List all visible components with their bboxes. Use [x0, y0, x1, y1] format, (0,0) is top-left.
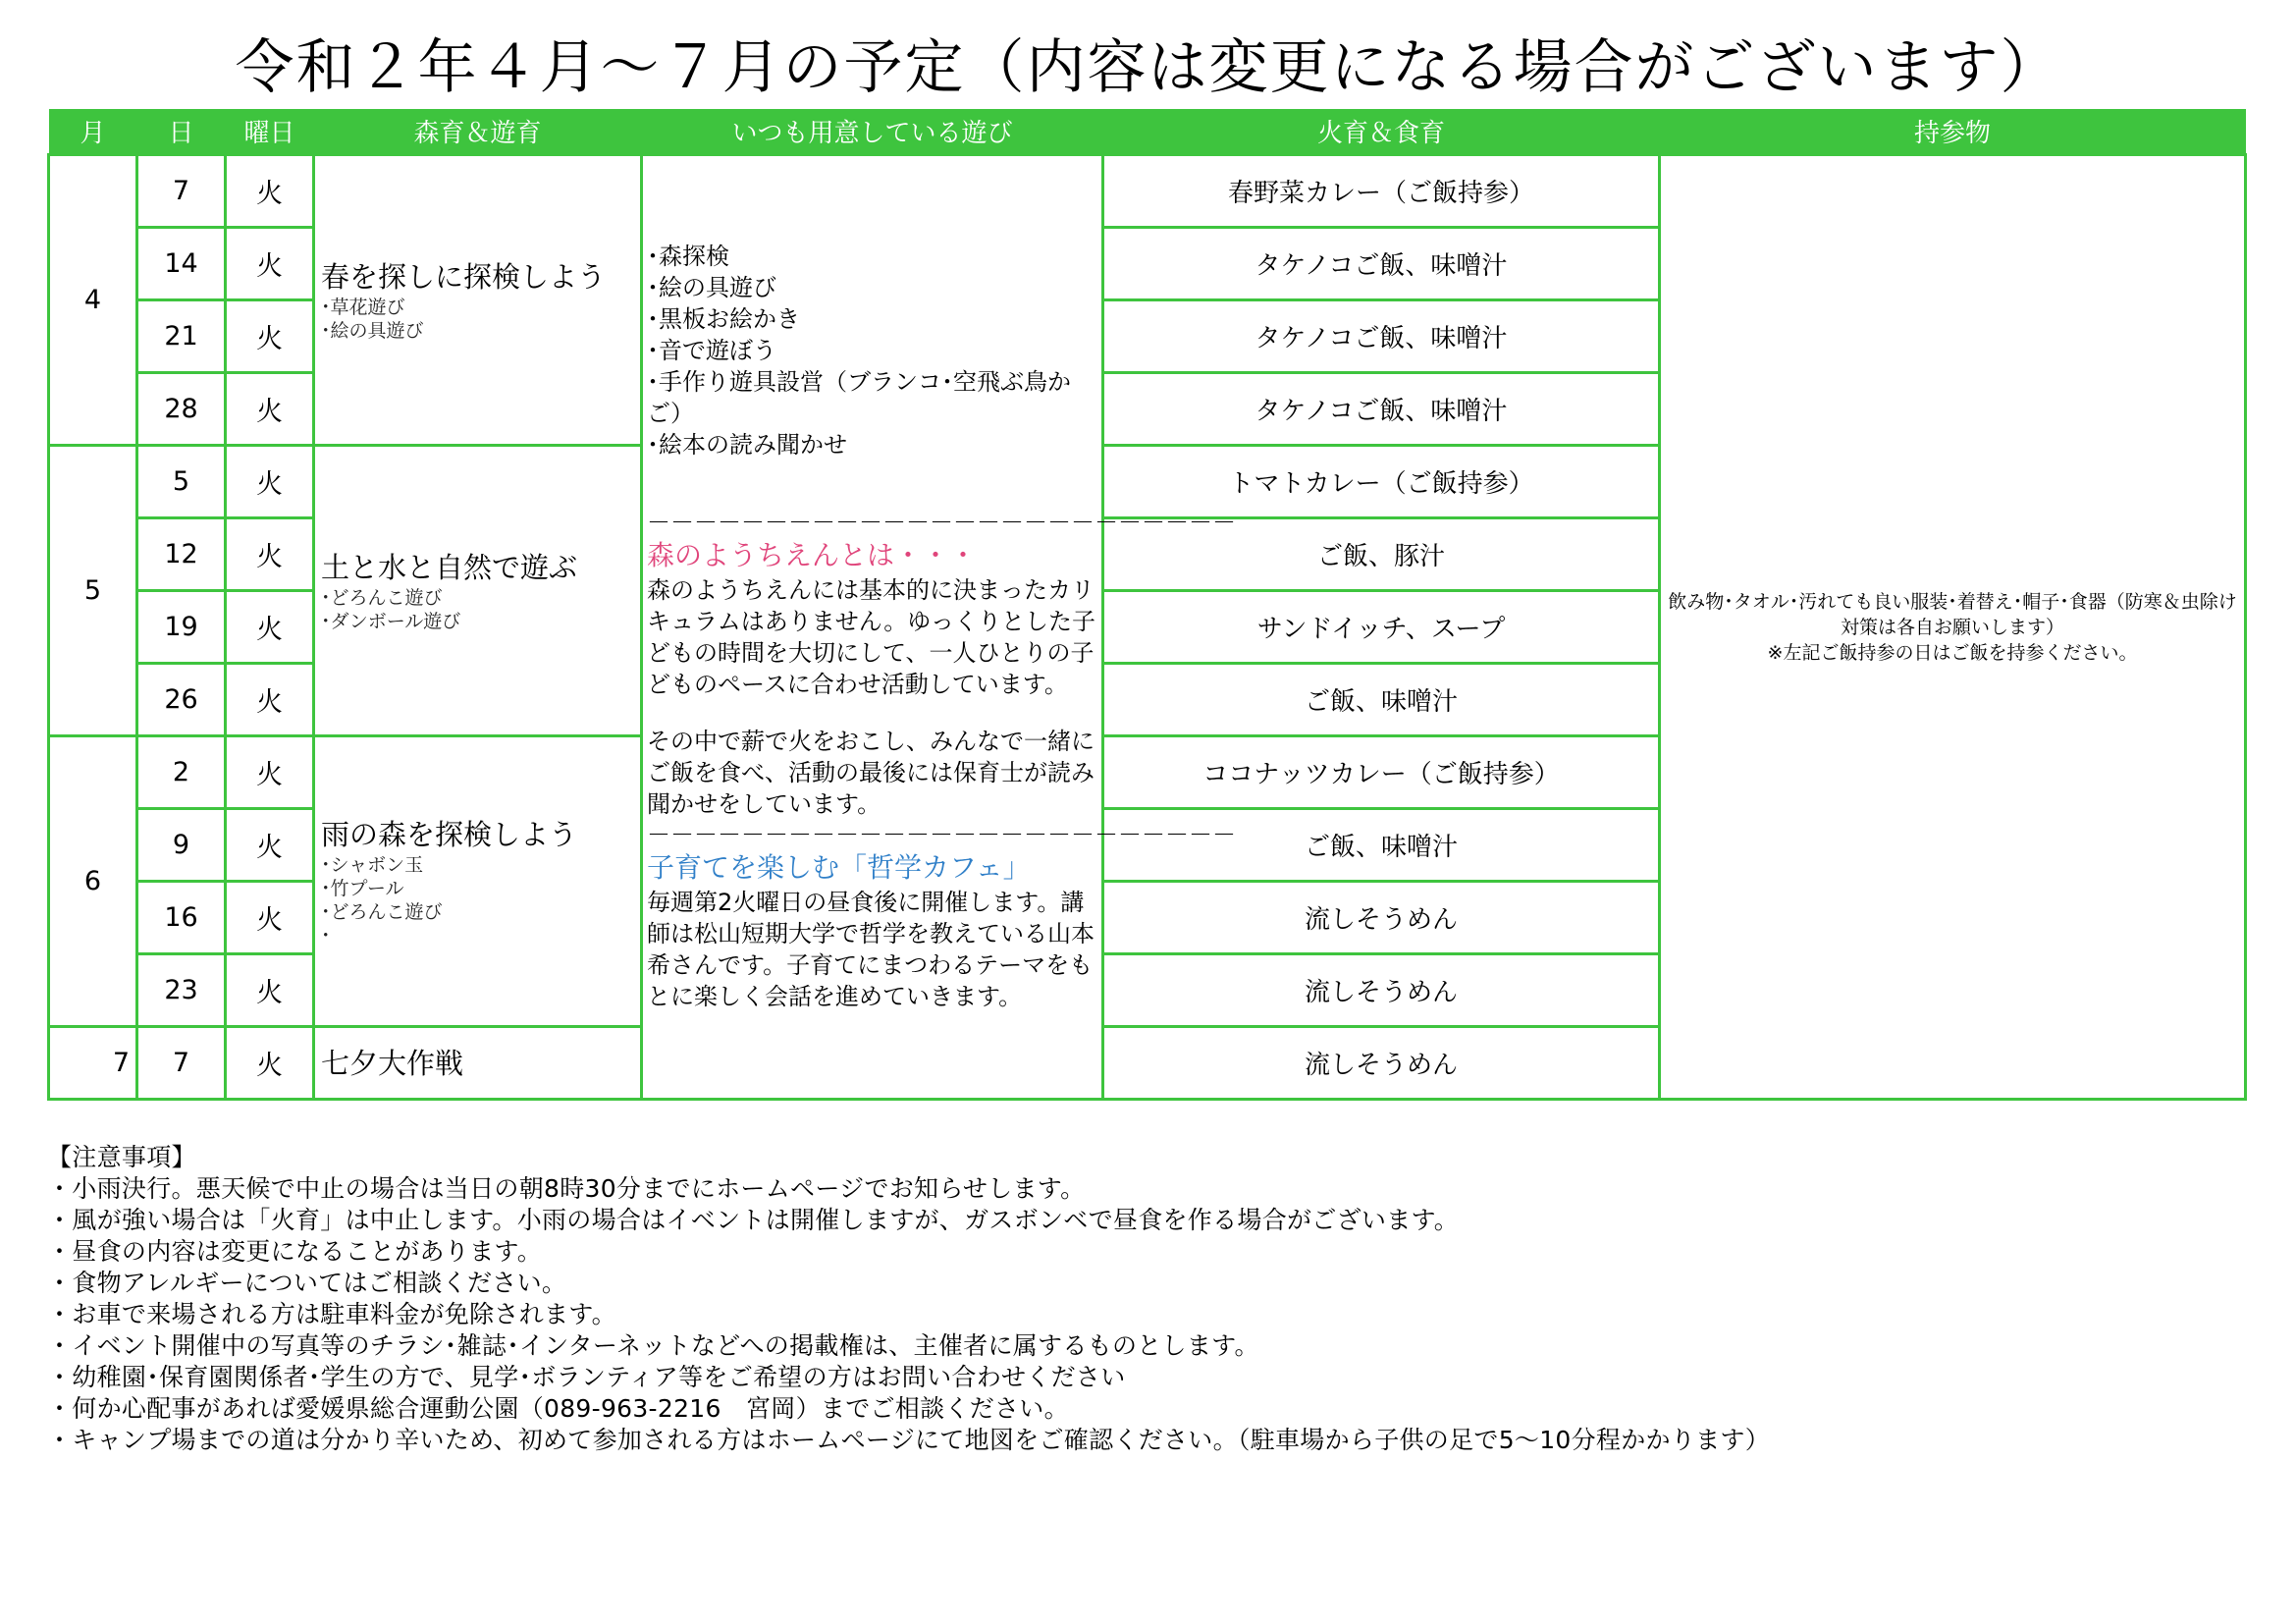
always-item: ･手作り遊具設営（ブランコ･空飛ぶ鳥かご）: [647, 368, 1071, 427]
weekday-cell: 火: [226, 954, 314, 1027]
food-cell: 流しそうめん: [1103, 954, 1660, 1027]
note-item: ・幼稚園･保育園関係者･学生の方で、見学･ボランティア等をご希望の方はお問い合わせください: [47, 1363, 1126, 1391]
day-cell: 21: [137, 300, 226, 373]
weekday-cell: 火: [226, 373, 314, 446]
notes-section: [47, 1142, 2207, 1456]
activity-item: ･ダンボール遊び: [321, 610, 461, 632]
note-item: ・キャンプ場までの道は分かり辛いため、初めて参加される方はホームページにて地図をご確認ください。（駐車場から子供の足で5～10分程かかります）: [47, 1426, 1771, 1454]
day-cell: 7: [137, 1027, 226, 1100]
day-cell: 12: [137, 518, 226, 591]
forest-text: 森のようちえんには基本的に決まったカリキュラムはありません。ゆっくりとした子どもの時間を大切にして、一人ひとりの子どものペースに合わせ活動しています。: [647, 576, 1095, 698]
day-cell: 9: [137, 809, 226, 882]
day-cell: 23: [137, 954, 226, 1027]
header-month: 月: [49, 109, 137, 155]
bring-note: ※左記ご飯持参の日はご飯を持参ください。: [1767, 641, 2138, 664]
activity-title: 七夕大作戦: [321, 1046, 464, 1080]
food-cell: タケノコご飯、味噌汁: [1103, 300, 1660, 373]
always-item: ･音で遊ぼう: [647, 337, 776, 364]
month-cell: 7: [49, 1027, 137, 1100]
header-weekday: 曜日: [226, 109, 314, 155]
month-cell: 4: [49, 155, 137, 446]
header-activity: 森育＆遊育: [314, 109, 642, 155]
header-day: 日: [137, 109, 226, 155]
cafe-text: 毎週第2火曜日の昼食後に開催します。講師は松山短期大学で哲学を教えている山本希さんです。子育てにまつわるテーマをもとに楽しく会話を進めていきます。: [647, 889, 1095, 1010]
day-cell: 26: [137, 664, 226, 736]
month-cell: 5: [49, 446, 137, 736]
day-cell: 2: [137, 736, 226, 809]
day-cell: 19: [137, 591, 226, 664]
activity-item: ･竹プール: [321, 877, 404, 899]
day-cell: 7: [137, 155, 226, 228]
table-row: [49, 155, 2246, 228]
food-cell: タケノコご飯、味噌汁: [1103, 228, 1660, 300]
note-item: ・食物アレルギーについてはご相談ください。: [47, 1269, 567, 1297]
weekday-cell: 火: [226, 664, 314, 736]
divider: －－－－－－－－－－－－－－－－－－－－－－－－－: [647, 821, 1236, 848]
weekday-cell: 火: [226, 518, 314, 591]
forest-text-2: その中で薪で火をおこし、みんなで一緒にご飯を食べ、活動の最後には保育士が読み聞かせをしています。: [647, 728, 1095, 818]
food-cell: タケノコご飯、味噌汁: [1103, 373, 1660, 446]
food-cell: 流しそうめん: [1103, 1027, 1660, 1100]
note-item: ・風が強い場合は「火育」は中止します。小雨の場合はイベントは開催しますが、ガスボンベで昼食を作る場合がございます。: [47, 1206, 1460, 1234]
always-item: ･黒板お絵かき: [647, 305, 800, 333]
forest-title: 森のようちえんとは・・・: [647, 539, 978, 571]
weekday-cell: 火: [226, 736, 314, 809]
note-item: ・昼食の内容は変更になることがあります。: [47, 1237, 543, 1266]
weekday-cell: 火: [226, 591, 314, 664]
weekday-cell: 火: [226, 882, 314, 954]
activity-cell: [314, 446, 642, 736]
always-item: ･絵本の読み聞かせ: [647, 431, 847, 459]
food-cell: サンドイッチ、スープ: [1103, 591, 1660, 664]
activity-cell: [314, 736, 642, 1027]
bring-text: 飲み物･タオル･汚れても良い服装･着替え･帽子･食器（防寒＆虫除け対策は各自お願いします）: [1668, 590, 2237, 638]
activity-item: ･: [321, 924, 331, 947]
food-cell: 流しそうめん: [1103, 882, 1660, 954]
activity-title: 雨の森を探検しよう: [321, 817, 578, 851]
page-title: 令和２年４月～７月の予定（内容は変更になる場合がございます）: [235, 33, 2061, 102]
activity-cell: [314, 1027, 642, 1100]
weekday-cell: 火: [226, 446, 314, 518]
activity-cell: [314, 155, 642, 446]
always-item: ･絵の具遊び: [647, 274, 776, 301]
always-item: ･森探検: [647, 243, 729, 270]
food-cell: ご飯、味噌汁: [1103, 809, 1660, 882]
day-cell: 16: [137, 882, 226, 954]
activity-item: ･どろんこ遊び: [321, 586, 443, 609]
food-cell: 春野菜カレー（ご飯持参）: [1103, 155, 1660, 228]
activity-title: 土と水と自然で遊ぶ: [321, 550, 578, 584]
activity-item: ･絵の具遊び: [321, 319, 424, 342]
bring-cell: [1660, 155, 2246, 1100]
note-item: ・お車で来場される方は駐車料金が免除されます。: [47, 1300, 616, 1328]
activity-item: ･どろんこ遊び: [321, 900, 443, 923]
note-item: ・何か心配事があれば愛媛県総合運動公園（089-963-2216 宮岡）までご相談ください。: [47, 1394, 1069, 1423]
weekday-cell: 火: [226, 1027, 314, 1100]
header-row: [49, 109, 2246, 155]
note-item: ・小雨決行。悪天候で中止の場合は当日の朝8時30分までにホームページでお知らせします。: [47, 1174, 1086, 1203]
weekday-cell: 火: [226, 228, 314, 300]
weekday-cell: 火: [226, 300, 314, 373]
activity-item: ･草花遊び: [321, 296, 405, 318]
schedule-table: [47, 109, 2247, 1101]
weekday-cell: 火: [226, 809, 314, 882]
notes-heading: 【注意事項】: [47, 1143, 196, 1171]
month-cell: 6: [49, 736, 137, 1027]
cafe-title: 子育てを楽しむ「哲学カフェ」: [647, 851, 1031, 884]
header-food: 火育＆食育: [1103, 109, 1660, 155]
divider: －－－－－－－－－－－－－－－－－－－－－－－－－: [647, 509, 1236, 536]
food-cell: ココナッツカレー（ご飯持参）: [1103, 736, 1660, 809]
header-always: いつも用意している遊び: [642, 109, 1103, 155]
note-item: ・イベント開催中の写真等のチラシ･雑誌･インターネットなどへの掲載権は、主催者に属するものとします。: [47, 1331, 1259, 1360]
food-cell: トマトカレー（ご飯持参）: [1103, 446, 1660, 518]
day-cell: 28: [137, 373, 226, 446]
activity-item: ･シャボン玉: [321, 853, 424, 876]
activity-title: 春を探しに探検しよう: [321, 259, 607, 294]
day-cell: 14: [137, 228, 226, 300]
day-cell: 5: [137, 446, 226, 518]
weekday-cell: 火: [226, 155, 314, 228]
header-bring: 持参物: [1660, 109, 2246, 155]
food-cell: ご飯、味噌汁: [1103, 664, 1660, 736]
always-cell: [642, 155, 1236, 1100]
food-cell: ご飯、豚汁: [1103, 518, 1660, 591]
